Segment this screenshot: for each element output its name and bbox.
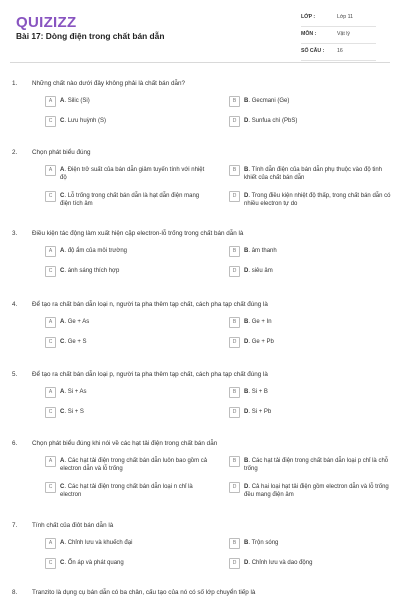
question-number: 4. xyxy=(12,301,18,308)
option-letter: B xyxy=(244,389,249,395)
option-letter: D xyxy=(244,560,249,566)
option-letter: C xyxy=(60,484,65,490)
question-number: 6. xyxy=(12,440,18,447)
question-text: Những chất nào dưới đây không phải là chất bán dẫn? xyxy=(32,80,185,87)
question-number: 5. xyxy=(12,371,18,378)
meta-label: MÔN : xyxy=(301,31,317,37)
option-text: Si + Pb xyxy=(251,409,272,415)
answer-options: A A. độ ẩm của môi trường B B. âm thanh C C. ánh sáng thích hợp D D. siêu âm xyxy=(32,242,388,282)
option-text: Chỉnh lưu và dao động xyxy=(251,560,313,566)
option-letter: B xyxy=(244,319,249,325)
question-number: 8. xyxy=(12,589,18,596)
option-letter: A xyxy=(60,389,65,395)
option-text: Si + As xyxy=(67,389,87,395)
option-letter: C xyxy=(60,268,65,274)
question-text: Chọn phát biểu đúng xyxy=(32,149,91,156)
question-8 xyxy=(10,587,390,601)
meta-label: SỐ CÂU : xyxy=(301,48,325,54)
option-letter-badge: A xyxy=(45,317,56,328)
option-text: Ge + As xyxy=(67,319,90,325)
option-text: Chỉnh lưu và khuếch đại xyxy=(67,540,133,546)
question-text: Tranzito là dụng cụ bán dẫn có ba chân, cấu tạo của nó có số lớp chuyển tiếp là xyxy=(32,589,256,596)
question-1 xyxy=(10,78,390,132)
option-letter: B xyxy=(244,98,249,104)
option-text: Sunfua chì (PbS) xyxy=(251,118,298,124)
option-letter-badge: D xyxy=(229,558,240,569)
question-7 xyxy=(10,520,390,574)
option-text: Các hạt tải điện trong chất bán dẫn loại p chỉ là chỗ trống xyxy=(244,458,389,472)
option-letter-badge: A xyxy=(45,96,56,107)
answer-options: A A. Chỉnh lưu và khuếch đại B B. Trộn sóng C C. Ổn áp và phát quang D D. Chỉnh lưu và dao động xyxy=(32,534,388,574)
option-letter-badge: D xyxy=(229,482,240,493)
option-letter-badge: C xyxy=(45,266,56,277)
option-letter: D xyxy=(244,193,249,199)
option-letter-badge: B xyxy=(229,96,240,107)
question-text: Chọn phát biểu đúng khi nói về các hạt tải điện trong chất bán dẫn xyxy=(32,440,218,447)
option-letter-badge: B xyxy=(229,538,240,549)
question-6 xyxy=(10,438,390,504)
option-letter: D xyxy=(244,118,249,124)
option-letter-badge: C xyxy=(45,191,56,202)
option-letter: A xyxy=(60,458,65,464)
option-text: độ ẩm của môi trường xyxy=(67,248,127,254)
option-text: ánh sáng thích hợp xyxy=(67,268,120,274)
meta-row-question-count xyxy=(301,44,376,61)
question-number: 7. xyxy=(12,522,18,529)
answer-options: A A. Si + As B B. Si + B C C. Si + S D D. Si + Pb xyxy=(32,383,388,423)
option-text: Các hạt tải điện trong chất bán dẫn luôn bao gồm cả electron dẫn và lỗ trống xyxy=(60,458,208,472)
question-number: 1. xyxy=(12,80,18,87)
meta-value: Lớp 11 xyxy=(337,14,353,20)
option-letter-badge: C xyxy=(45,558,56,569)
question-text: Tính chất của điôt bán dẫn là xyxy=(32,522,114,529)
option-letter-badge: C xyxy=(45,407,56,418)
option-letter-badge: A xyxy=(45,387,56,398)
question-3 xyxy=(10,228,390,282)
answer-options: A A. Điện trở suất của bán dẫn giảm tuyến tính với nhiệt độ B B. Tính dẫn điện của bán dẫn phụ thuộc vào độ tinh khiết của chất bán dẫn C C. Lỗ trống trong chất bán dẫn là hạt dẫn điện mang điện tích âm D D. Trong điều kiện nhiệt độ thấp, trong chất bán dẫn có nhiều electron tự do xyxy=(32,161,388,213)
option-letter-badge: A xyxy=(45,165,56,176)
option-letter-badge: C xyxy=(45,116,56,127)
option-text: Cả hai loại hạt tải điện gồm electron dẫn và lỗ trống đều mang điện âm xyxy=(244,484,389,498)
option-letter-badge: B xyxy=(229,456,240,467)
option-text: Ge + S xyxy=(67,339,87,345)
option-letter: C xyxy=(60,193,65,199)
option-letter-badge: A xyxy=(45,246,56,257)
question-stem xyxy=(10,520,390,534)
option-text: âm thanh xyxy=(251,248,277,254)
option-text: Lưu huỳnh (S) xyxy=(67,118,107,124)
question-stem xyxy=(10,438,390,452)
option-letter-badge: C xyxy=(45,337,56,348)
question-stem xyxy=(10,369,390,383)
option-text: Ge + Pb xyxy=(251,339,274,345)
option-letter-badge: B xyxy=(229,246,240,257)
option-letter-badge: A xyxy=(45,538,56,549)
answer-options: A A. Ge + As B B. Ge + In C C. Ge + S D D. Ge + Pb xyxy=(32,313,388,353)
question-5 xyxy=(10,369,390,423)
option-text: Gecmani (Ge) xyxy=(251,98,290,104)
page-title: Bài 17: Dòng điện trong chất bán dẫn xyxy=(16,31,165,41)
meta-value: 16 xyxy=(337,48,343,54)
option-letter-badge: D xyxy=(229,407,240,418)
option-letter: B xyxy=(244,248,249,254)
answer-options: A A. Các hạt tải điện trong chất bán dẫn luôn bao gồm cả electron dẫn và lỗ trống B B. Các hạt tải điện trong chất bán dẫn loại p chỉ là chỗ trống C C. Các hạt tải điện trong chất bán dẫn loại n chỉ là electron D D. Cả hai loại hạt tải điện gồm electron dẫn và lỗ trống đều mang điện âm xyxy=(32,452,388,504)
option-letter: D xyxy=(244,339,249,345)
option-letter: A xyxy=(60,98,65,104)
option-text: Si + S xyxy=(67,409,84,415)
question-2 xyxy=(10,147,390,213)
option-letter-badge: B xyxy=(229,387,240,398)
option-text: Silic (Si) xyxy=(67,98,90,104)
question-number: 2. xyxy=(12,149,18,156)
option-letter: A xyxy=(60,540,65,546)
meta-label: LỚP : xyxy=(301,14,316,20)
meta-info xyxy=(301,10,376,61)
option-text: Điện trở suất của bán dẫn giảm tuyến tính với nhiệt độ xyxy=(60,167,205,181)
option-text: Tính dẫn điện của bán dẫn phụ thuộc vào độ tinh khiết của chất bán dẫn xyxy=(244,167,383,181)
question-4 xyxy=(10,299,390,353)
option-letter-badge: D xyxy=(229,116,240,127)
question-stem xyxy=(10,147,390,161)
option-text: Lỗ trống trong chất bán dẫn là hạt dẫn điện mang điện tích âm xyxy=(60,193,200,207)
option-letter: A xyxy=(60,248,65,254)
question-stem xyxy=(10,78,390,92)
quizizz-logo: QUIZIZZ xyxy=(16,14,77,31)
question-text: Để tạo ra chất bán dẫn loại p, người ta pha thêm tạp chất, cách pha tạp chất đúng là xyxy=(32,371,268,378)
option-letter: C xyxy=(60,560,65,566)
option-text: Trong điều kiện nhiệt độ thấp, trong chất bán dẫn có nhiều electron tự do xyxy=(244,193,391,207)
option-text: siêu âm xyxy=(251,268,273,274)
option-letter-badge: B xyxy=(229,165,240,176)
question-stem xyxy=(10,587,390,601)
option-letter: C xyxy=(60,409,65,415)
question-text: Điều kiện tác động làm xuất hiện cặp electron-lỗ trống trong chất bán dẫn là xyxy=(32,230,244,237)
option-letter: C xyxy=(60,118,65,124)
option-letter: D xyxy=(244,484,249,490)
option-letter: D xyxy=(244,409,249,415)
question-stem xyxy=(10,228,390,242)
option-letter: D xyxy=(244,268,249,274)
option-text: Ổn áp và phát quang xyxy=(67,560,124,566)
option-letter: A xyxy=(60,167,65,173)
option-letter: B xyxy=(244,167,249,173)
option-letter-badge: A xyxy=(45,456,56,467)
option-letter: C xyxy=(60,339,65,345)
option-letter-badge: C xyxy=(45,482,56,493)
question-number: 3. xyxy=(12,230,18,237)
worksheet-header xyxy=(10,0,390,63)
option-text: Si + B xyxy=(251,389,268,395)
option-letter: A xyxy=(60,319,65,325)
option-text: Trộn sóng xyxy=(251,540,279,546)
option-letter: B xyxy=(244,540,249,546)
option-letter-badge: D xyxy=(229,337,240,348)
question-text: Để tạo ra chất bán dẫn loại n, người ta pha thêm tạp chất, cách pha tạp chất đúng là xyxy=(32,301,268,308)
option-letter-badge: B xyxy=(229,317,240,328)
meta-row-subject xyxy=(301,27,376,44)
question-stem xyxy=(10,299,390,313)
option-letter: B xyxy=(244,458,249,464)
option-letter-badge: D xyxy=(229,266,240,277)
meta-value: Vật lý xyxy=(337,31,350,37)
option-letter-badge: D xyxy=(229,191,240,202)
option-text: Ge + In xyxy=(251,319,272,325)
answer-options: A A. Silic (Si) B B. Gecmani (Ge) C C. Lưu huỳnh (S) D D. Sunfua chì (PbS) xyxy=(32,92,388,132)
meta-row-class xyxy=(301,10,376,27)
option-text: Các hạt tải điện trong chất bán dẫn loại n chỉ là electron xyxy=(60,484,193,498)
